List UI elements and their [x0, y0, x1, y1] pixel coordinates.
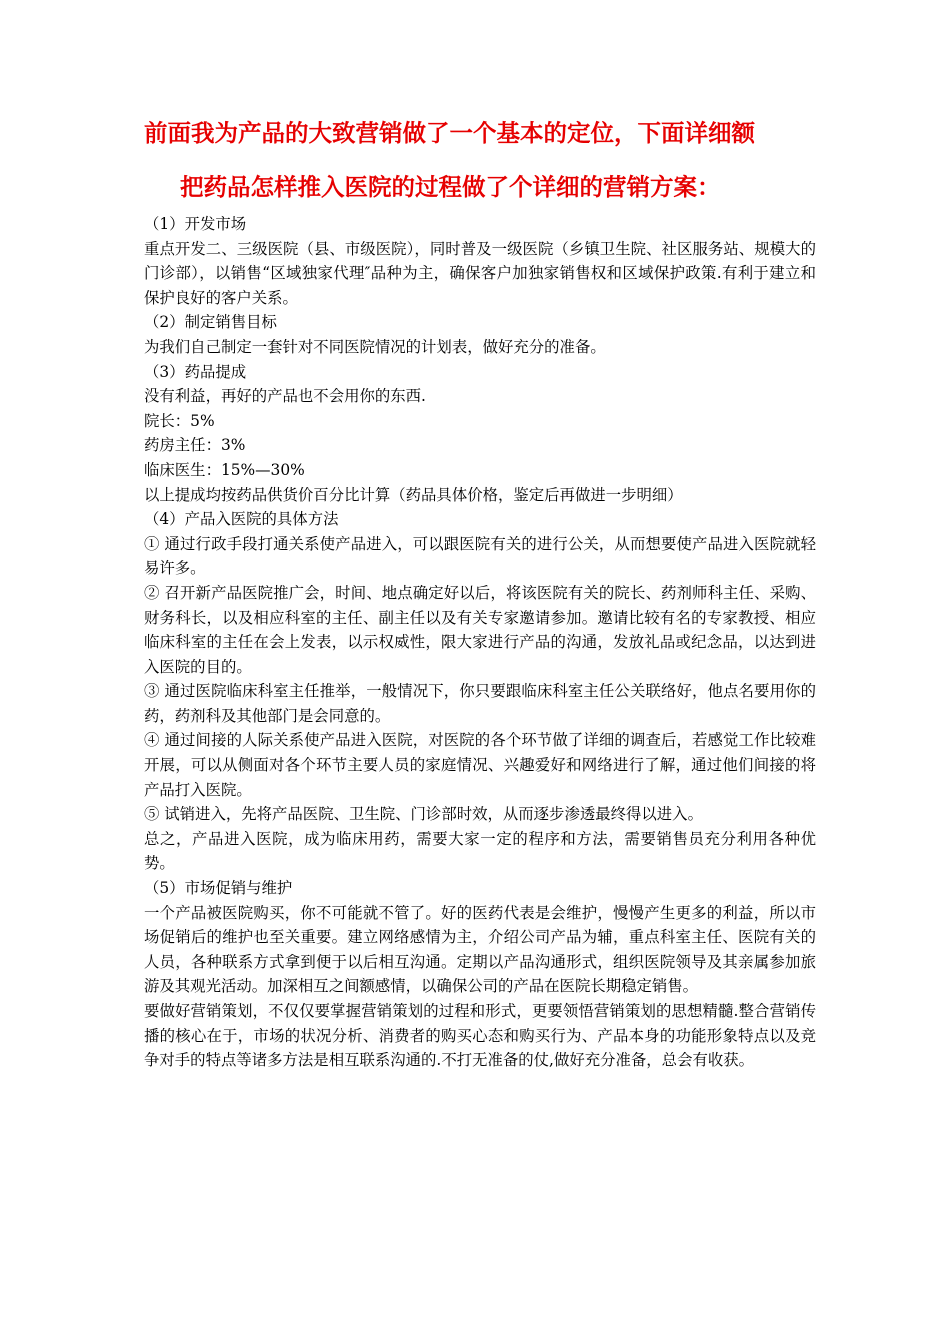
paragraph-sales-target: 为我们自己制定一套针对不同医院情况的计划表，做好充分的准备。	[144, 337, 606, 356]
section-heading-entry-methods: （4）产品入医院的具体方法	[144, 510, 339, 529]
section-heading-develop-market: （1）开发市场	[144, 215, 247, 233]
paragraph-promotion: 一个产品被医院购买，你不可能就不管了。好的医药代表是会维护，慢慢产生更多的利益，所以市场促销后的维护也至关重要。建立网络感情为主，介绍公司产品为辅，重点科室主任、医院有关的人员，各种联系方式拿到便于以后相互沟通。定期以产品沟通形式，组织医院领导及其亲属参加旅游及其观光活动。加深相互之间额感情，以确保公司的产品在医院长期稳定销售。	[144, 903, 816, 996]
title-line-1: 前面我为产品的大致营销做了一个基本的定位，下面详细额	[144, 119, 755, 147]
paragraph-commission-note: 以上提成均按药品供货价百分比计算（药品具体价格，鉴定后再做进一步明细）	[144, 485, 683, 504]
title-line-2: 把药品怎样推入医院的过程做了个详细的营销方案：	[180, 173, 721, 201]
commission-director: 院长：5%	[144, 411, 215, 430]
section-heading-commission: （3）药品提成	[144, 362, 247, 381]
commission-clinician: 临床医生：15%—30%	[144, 460, 305, 479]
commission-pharmacy-head: 药房主任：3%	[144, 436, 246, 455]
list-item-method-1: ① 通过行政手段打通关系使产品进入，可以跟医院有关的进行公关，从而想要使产品进入医院就轻易许多。	[144, 534, 816, 578]
section-heading-promotion: （5）市场促销与维护	[144, 879, 293, 898]
section-heading-sales-target: （2）制定销售目标	[144, 313, 277, 332]
list-item-method-3: ③ 通过医院临床科室主任推举，一般情况下，你只要跟临床科室主任公关联络好，他点名要用你的药，药剂科及其他部门是会同意的。	[144, 682, 816, 725]
document-body	[144, 212, 816, 1073]
paragraph-develop-market: 重点开发二、三级医院（县、市级医院），同时普及一级医院（乡镇卫生院、社区服务站、规模大的门诊部），以销售“区域独家代理″品种为主，确保客户加独家销售权和区域保护政策.有利于建立和保护良好的客户关系。	[144, 239, 816, 307]
list-item-method-2: ② 召开新产品医院推广会，时间、地点确定好以后，将该医院有关的院长、药剂师科主任、采购、财务科长，以及相应科室的主任、副主任以及有关专家邀请参加。邀请比较有名的专家教授、相应临床科室的主任在会上发表，以示权威性，限大家进行产品的沟通，发放礼品或纪念品，以达到进入医院的目的。	[144, 583, 816, 676]
list-item-method-4: ④ 通过间接的人际关系使产品进入医院，对医院的各个环节做了详细的调查后，若感觉工作比较难开展，可以从侧面对各个环节主要人员的家庭情况、兴趣爱好和网络进行了解，通过他们间接的将产品打入医院。	[144, 731, 816, 799]
paragraph-conclusion: 要做好营销策划，不仅仅要掌握营销策划的过程和形式，更要领悟营销策划的思想精髓.整合营销传播的核心在于，市场的状况分析、消费者的购买心态和购买行为、产品本身的功能形象特点以及竞争对手的特点等诸多方法是相互联系沟通的.不打无准备的仗,做好充分准备，总会有收获。	[144, 1002, 816, 1070]
list-item-method-5: ⑤ 试销进入，先将产品医院、卫生院、门诊部时效，从而逐步渗透最终得以进入。	[144, 805, 703, 824]
paragraph-commission-intro: 没有利益，再好的产品也不会用你的东西.	[144, 387, 426, 406]
paragraph-entry-summary: 总之，产品进入医院，成为临床用药，需要大家一定的程序和方法，需要销售员充分利用各种优势。	[144, 829, 816, 873]
